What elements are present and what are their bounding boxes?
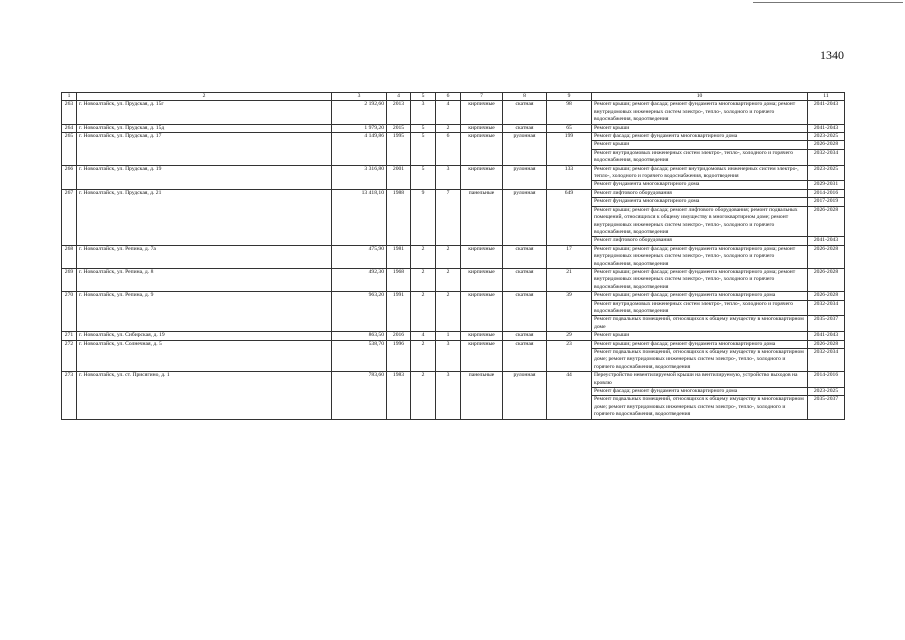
roof-type-cell: рулонная	[503, 165, 547, 189]
floors-cell: 5	[411, 133, 436, 166]
year-cell: 1991	[387, 292, 411, 332]
column-number-4: 4	[387, 93, 411, 101]
repair-period-cell: 2026-2028	[808, 141, 845, 149]
repair-work-cell: Ремонт фасада; ремонт фундамента многоквартирного дома	[592, 388, 808, 396]
repair-work-cell: Ремонт фундамента многоквартирного дома	[592, 181, 808, 189]
walls-material-cell: кирпичные	[461, 292, 503, 332]
repair-work-cell: Ремонт крыши	[592, 332, 808, 340]
roof-type-cell: рулонная	[503, 133, 547, 166]
page-number: 1340	[820, 48, 844, 62]
year-cell: 1988	[387, 189, 411, 245]
address-cell: г. Новоалтайск, ул. ст. Присягино, д. 1	[77, 372, 332, 419]
year-cell: 2016	[387, 332, 411, 340]
entrances-cell: 2	[436, 124, 461, 132]
repair-period-cell: 2023-2025	[808, 133, 845, 141]
entrances-cell: 2	[436, 268, 461, 291]
table-row	[62, 133, 845, 141]
floors-cell: 2	[411, 245, 436, 268]
residents-cell: 17	[547, 245, 592, 268]
repair-period-cell: 2014-2016	[808, 189, 845, 197]
row-number: 273	[62, 372, 77, 419]
year-cell: 2015	[387, 124, 411, 132]
residents-cell: 65	[547, 124, 592, 132]
residents-cell: 44	[547, 372, 592, 419]
row-number: 264	[62, 124, 77, 132]
floors-cell: 2	[411, 268, 436, 291]
table-row	[62, 372, 845, 388]
floors-cell: 3	[411, 101, 436, 124]
table-row	[62, 189, 845, 197]
repair-work-cell: Ремонт крыши; ремонт фасада; ремонт фундамента многоквартирного дома	[592, 292, 808, 300]
floors-cell: 2	[411, 292, 436, 332]
residents-cell: 39	[547, 292, 592, 332]
table-row	[62, 292, 845, 300]
residents-cell: 199	[547, 133, 592, 166]
column-number-9: 9	[547, 93, 592, 101]
repair-period-cell: 2023-2025	[808, 165, 845, 181]
floors-cell: 4	[411, 332, 436, 340]
residents-cell: 98	[547, 101, 592, 124]
repair-period-cell: 2014-2016	[808, 372, 845, 388]
roof-type-cell: скатная	[503, 268, 547, 291]
table-row	[62, 245, 845, 268]
area-cell: 863,50	[332, 332, 387, 340]
row-number: 268	[62, 245, 77, 268]
repair-work-cell: Ремонт подвальных помещений, относящихся к общему имуществу в многоквартирном доме; ремонт внутридомовых инженерных систем электро-, тепло-, холодного и горячего водоснабжения, водоотведения	[592, 396, 808, 419]
walls-material-cell: панельные	[461, 372, 503, 419]
area-cell: 13 418,10	[332, 189, 387, 245]
roof-type-cell: скатная	[503, 332, 547, 340]
repair-work-cell: Ремонт крыши; ремонт фасада; ремонт фундамента многоквартирного дома	[592, 340, 808, 348]
repair-work-cell: Ремонт крыши; ремонт фасада; ремонт фундамента многоквартирного дома; ремонт внутридомовых инженерных систем электро-, тепло-, холодного и горячего водоснабжения, водоотведения	[592, 101, 808, 124]
address-cell: г. Новоалтайск, ул. Прудская, д. 17	[77, 133, 332, 166]
repair-work-cell: Ремонт крыши; ремонт фасада; ремонт внутридомовых инженерных систем электро-, тепло-, холодного и горячего водоснабжения, водоотведения	[592, 165, 808, 181]
repair-work-cell: Ремонт фасада; ремонт фундамента многоквартирного дома	[592, 133, 808, 141]
row-number: 272	[62, 340, 77, 372]
address-cell: г. Новоалтайск, ул. Прудская, д. 15г	[77, 101, 332, 124]
roof-type-cell: скатная	[503, 340, 547, 372]
row-number: 267	[62, 189, 77, 245]
table-row	[62, 124, 845, 132]
repair-period-cell: 2017-2019	[808, 198, 845, 206]
walls-material-cell: кирпичные	[461, 133, 503, 166]
address-cell: г. Новоалтайск, ул. Репина, д. 8	[77, 268, 332, 291]
walls-material-cell: кирпичные	[461, 268, 503, 291]
repair-work-cell: Ремонт лифтового оборудования	[592, 237, 808, 245]
row-number: 266	[62, 165, 77, 189]
column-number-11: 11	[808, 93, 845, 101]
roof-type-cell: рулонная	[503, 372, 547, 419]
residents-cell: 23	[547, 340, 592, 372]
repair-work-cell: Ремонт внутридомовых инженерных систем электро-, тепло-, холодного и горячего водоснабжения, водоотведения	[592, 300, 808, 316]
year-cell: 1995	[387, 133, 411, 166]
entrances-cell: 3	[436, 165, 461, 189]
walls-material-cell: кирпичные	[461, 124, 503, 132]
walls-material-cell: кирпичные	[461, 165, 503, 189]
row-number: 270	[62, 292, 77, 332]
top-rule	[753, 2, 903, 3]
residents-cell: 133	[547, 165, 592, 189]
address-cell: г. Новоалтайск, ул. Прудская, д. 21	[77, 189, 332, 245]
repair-period-cell: 2041-2043	[808, 332, 845, 340]
floors-cell: 2	[411, 340, 436, 372]
address-cell: г. Новоалтайск, ул. Прудская, д. 19	[77, 165, 332, 189]
entrances-cell: 3	[436, 340, 461, 372]
column-number-row	[62, 93, 845, 101]
repair-period-cell: 2026-2028	[808, 268, 845, 291]
repair-period-cell: 2023-2025	[808, 388, 845, 396]
area-cell: 2 192,60	[332, 101, 387, 124]
year-cell: 1996	[387, 340, 411, 372]
repair-work-cell: Ремонт крыши	[592, 141, 808, 149]
table-row	[62, 332, 845, 340]
repair-period-cell: 2041-2043	[808, 237, 845, 245]
address-cell: г. Новоалтайск, ул. Репина, д. 7а	[77, 245, 332, 268]
floors-cell: 2	[411, 372, 436, 419]
repair-work-cell: Ремонт крыши	[592, 124, 808, 132]
area-cell: 1 979,20	[332, 124, 387, 132]
repair-period-cell: 2035-2037	[808, 316, 845, 332]
repair-period-cell: 2041-2043	[808, 124, 845, 132]
column-number-8: 8	[503, 93, 547, 101]
entrances-cell: 3	[436, 372, 461, 419]
area-cell: 3 316,80	[332, 165, 387, 189]
roof-type-cell: рулонная	[503, 189, 547, 245]
entrances-cell: 2	[436, 292, 461, 332]
repair-work-cell: Ремонт крыши; ремонт фасада; ремонт фундамента многоквартирного дома; ремонт внутридомовых инженерных систем электро-, тепло-, холодного и горячего водоснабжения, водоотведения	[592, 245, 808, 268]
entrances-cell: 4	[436, 101, 461, 124]
table-row	[62, 165, 845, 181]
repair-period-cell: 2035-2037	[808, 396, 845, 419]
repair-period-cell: 2026-2028	[808, 206, 845, 237]
area-cell: 538,70	[332, 340, 387, 372]
address-cell: г. Новоалтайск, ул. Сибирская, д. 19	[77, 332, 332, 340]
row-number: 263	[62, 101, 77, 124]
address-cell: г. Новоалтайск, ул. Солнечная, д. 5	[77, 340, 332, 372]
walls-material-cell: панельные	[461, 189, 503, 245]
row-number: 269	[62, 268, 77, 291]
walls-material-cell: кирпичные	[461, 101, 503, 124]
floors-cell: 9	[411, 189, 436, 245]
residents-cell: 649	[547, 189, 592, 245]
residents-cell: 29	[547, 332, 592, 340]
area-cell: 492,30	[332, 268, 387, 291]
column-number-10: 10	[592, 93, 808, 101]
floors-cell: 5	[411, 165, 436, 189]
table-row	[62, 340, 845, 348]
column-number-3: 3	[332, 93, 387, 101]
repair-work-cell: Переустройство невентилируемой крыши на вентилируемую, устройство выходов на кровлю	[592, 372, 808, 388]
entrances-cell: 7	[436, 189, 461, 245]
walls-material-cell: кирпичные	[461, 332, 503, 340]
repair-period-cell: 2026-2028	[808, 340, 845, 348]
housing-register-table	[61, 92, 845, 420]
repair-period-cell: 2041-2043	[808, 101, 845, 124]
column-number-7: 7	[461, 93, 503, 101]
table-row	[62, 101, 845, 124]
repair-period-cell: 2032-2034	[808, 149, 845, 165]
column-number-1: 1	[62, 93, 77, 101]
year-cell: 2013	[387, 101, 411, 124]
address-cell: г. Новоалтайск, ул. Репина, д. 9	[77, 292, 332, 332]
year-cell: 1981	[387, 245, 411, 268]
roof-type-cell: скатная	[503, 124, 547, 132]
row-number: 271	[62, 332, 77, 340]
column-number-6: 6	[436, 93, 461, 101]
repair-period-cell: 2026-2028	[808, 245, 845, 268]
area-cell: 783,60	[332, 372, 387, 419]
area-cell: 475,90	[332, 245, 387, 268]
roof-type-cell: скатная	[503, 245, 547, 268]
repair-work-cell: Ремонт крыши; ремонт фасада; ремонт лифтового оборудования; ремонт подвальных помещений, относящихся к общему имуществу в многоквартирном доме; ремонт внутридомовых инженерных систем электро-, тепло-, холодного и горячего водоснабжения, водоотведения	[592, 206, 808, 237]
area-cell: 963,20	[332, 292, 387, 332]
residents-cell: 21	[547, 268, 592, 291]
column-number-2: 2	[77, 93, 332, 101]
address-cell: г. Новоалтайск, ул. Прудская, д. 15д	[77, 124, 332, 132]
area-cell: 4 149,86	[332, 133, 387, 166]
repair-work-cell: Ремонт крыши; ремонт фасада; ремонт фундамента многоквартирного дома; ремонт внутридомовых инженерных систем электро-, тепло-, холодного и горячего водоснабжения, водоотведения	[592, 268, 808, 291]
year-cell: 1983	[387, 372, 411, 419]
table-body	[62, 93, 845, 420]
entrances-cell: 2	[436, 245, 461, 268]
repair-work-cell: Ремонт фундамента многоквартирного дома	[592, 198, 808, 206]
repair-period-cell: 2026-2028	[808, 292, 845, 300]
repair-period-cell: 2032-2034	[808, 349, 845, 372]
walls-material-cell: кирпичные	[461, 340, 503, 372]
repair-period-cell: 2029-2031	[808, 181, 845, 189]
roof-type-cell: скатная	[503, 101, 547, 124]
repair-work-cell: Ремонт подвальных помещений, относящихся к общему имуществу в многоквартирном доме	[592, 316, 808, 332]
repair-work-cell: Ремонт внутридомовых инженерных систем электро-, тепло-, холодного и горячего водоснабжения, водоотведения	[592, 149, 808, 165]
year-cell: 1968	[387, 268, 411, 291]
year-cell: 2001	[387, 165, 411, 189]
repair-work-cell: Ремонт подвальных помещений, относящихся к общему имуществу в многоквартирном доме; ремонт внутридомовых инженерных систем электро-, тепло-, холодного и горячего водоснабжения, водоотведения	[592, 349, 808, 372]
entrances-cell: 6	[436, 133, 461, 166]
floors-cell: 5	[411, 124, 436, 132]
walls-material-cell: кирпичные	[461, 245, 503, 268]
column-number-5: 5	[411, 93, 436, 101]
roof-type-cell: скатная	[503, 292, 547, 332]
table-row	[62, 268, 845, 291]
repair-period-cell: 2032-2034	[808, 300, 845, 316]
row-number: 265	[62, 133, 77, 166]
repair-work-cell: Ремонт лифтового оборудования	[592, 189, 808, 197]
entrances-cell: 1	[436, 332, 461, 340]
